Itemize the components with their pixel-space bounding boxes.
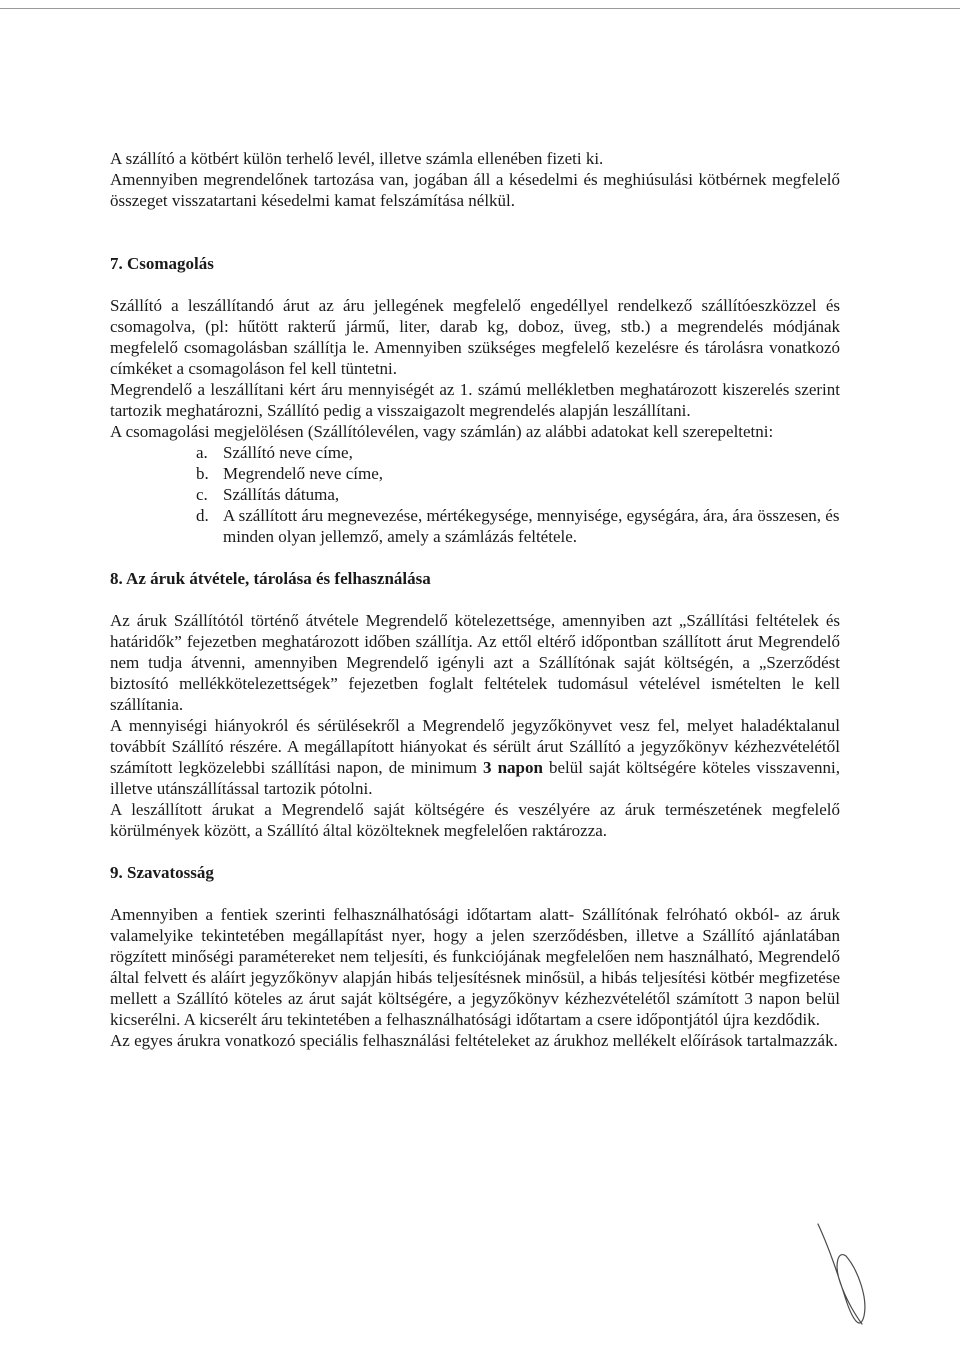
list-marker: c. xyxy=(196,485,208,504)
section-8-paragraph-2-text-a: A mennyiségi hiányokról és sérülésekről a Megrendelő jegyzőkönyvet vesz fel, melyet haladéktalanul továbbít Szállító részére. A megállapított hiányokat és sérült árut Szállító a jegyzőkönyv kézhezvételétől számított legközelebbi szállítási napon, de minimum xyxy=(110,716,840,777)
list-text: Megrendelő neve címe, xyxy=(223,464,384,483)
section-7-paragraph-3: A csomagolási megjelölésen (Szállítólevélen, vagy számlán) az alábbi adatokat kell szerepeltetni: xyxy=(110,422,774,441)
section-8-paragraph-3: A leszállított árukat a Megrendelő saját költségére és veszélyére az áruk természetének megfelelő körülmények között, a Szállító által közölteknek megfelelően raktározza. xyxy=(110,800,840,840)
deadline-emphasis: 3 napon xyxy=(483,758,543,777)
section-8-paragraph-2-text-c: belül saját költségére köteles visszavenni, illetve utánszállítással tartozik pótolni. xyxy=(110,758,840,798)
section-9-title: 9. Szavatosság xyxy=(110,863,214,882)
list-text: Szállítás dátuma, xyxy=(223,485,340,504)
section-8-title: 8. Az áruk átvétele, tárolása és felhasználása xyxy=(110,569,431,588)
list-text: Szállító neve címe, xyxy=(223,443,353,462)
section-7-title: 7. Csomagolás xyxy=(110,254,214,273)
document-page xyxy=(110,148,840,1051)
section-7-paragraph-1: Szállító a leszállítandó árut az áru jellegének megfelelő engedéllyel rendelkező szállítóeszközzel és csomagolva, (pl: hűtött rakterű jármű, liter, darab kg, doboz, üveg, stb.) a megrendelés módjának megfelelő csomagolásban szállítja le. Amennyiben szükséges megfelelő kezelésre és tárolásra vonatkozó címkéket a csomagoláson fel kell tüntetni. xyxy=(110,296,840,378)
list-marker: b. xyxy=(196,464,209,483)
section-9-paragraph-2: Az egyes árukra vonatkozó speciális felhasználási feltételeket az árukhoz mellékelt előírások tartalmazzák. xyxy=(110,1031,838,1050)
list-item xyxy=(196,484,840,505)
section-8-paragraph-2 xyxy=(110,715,840,799)
list-item xyxy=(196,442,840,463)
list-marker: d. xyxy=(196,506,209,525)
section-8-paragraph-1: Az áruk Szállítótól történő átvétele Megrendelő kötelezettsége, amennyiben azt „Szállítási feltételek és határidők” fejezetben meghatározott időben szállítja. Az ettől eltérő időpontban szállított árut Megrendelő nem tudja átvenni, amennyiben Megrendelő igényli azt a Szállítónak saját költségén, a „Szerződést biztosító mellékkötelezettségek” fejezetben foglalt feltételek tudomásul vételével ismételten le kell szállítania. xyxy=(110,611,840,714)
intro-paragraph-1: A szállító a kötbért külön terhelő levél, illetve számla ellenében fizeti ki. xyxy=(110,149,604,168)
list-marker: a. xyxy=(196,443,208,462)
section-7-paragraph-2: Megrendelő a leszállítani kért áru mennyiségét az 1. számú mellékletben meghatározott kiszerelés szerint tartozik meghatározni, Szállító pedig a visszaigazolt megrendelés alapján leszállítani. xyxy=(110,380,840,420)
top-rule xyxy=(0,8,960,9)
list-item xyxy=(196,463,840,484)
list-text: A szállított áru megnevezése, mértékegysége, mennyisége, egységára, ára, ára összesen, és minden olyan jellemző, amely a számlázás feltétele. xyxy=(223,506,840,546)
list-item xyxy=(196,505,840,547)
signature-mark xyxy=(812,1220,872,1330)
intro-paragraph-2: Amennyiben megrendelőnek tartozása van, jogában áll a késedelmi és meghiúsulási kötbérnek megfelelő összeget visszatartani késedelmi kamat felszámítása nélkül. xyxy=(110,170,840,210)
section-9-paragraph-1: Amennyiben a fentiek szerinti felhasználhatósági időtartam alatt- Szállítónak felróható okból- az áruk valamelyike tekintetében megállapítást nyer, hogy a jelen szerződésben, illetve a Szállító ajánlatában rögzített minőségi paramétereket nem teljesíti, és funkciójának megfelelően nem használható, Megrendelő által felvett és aláírt jegyzőkönyv alapján hibás teljesítésnek minősül, a hibás teljesítési kötbér megfizetése mellett a Szállító köteles az árut saját költségére, a jegyzőkönyv kézhezvételétől számított 3 napon belül kicserélni. A kicserélt áru tekintetében a felhasználhatósági időtartam a csere időpontjától újra kezdődik. xyxy=(110,905,840,1029)
label-data-list xyxy=(110,442,840,547)
